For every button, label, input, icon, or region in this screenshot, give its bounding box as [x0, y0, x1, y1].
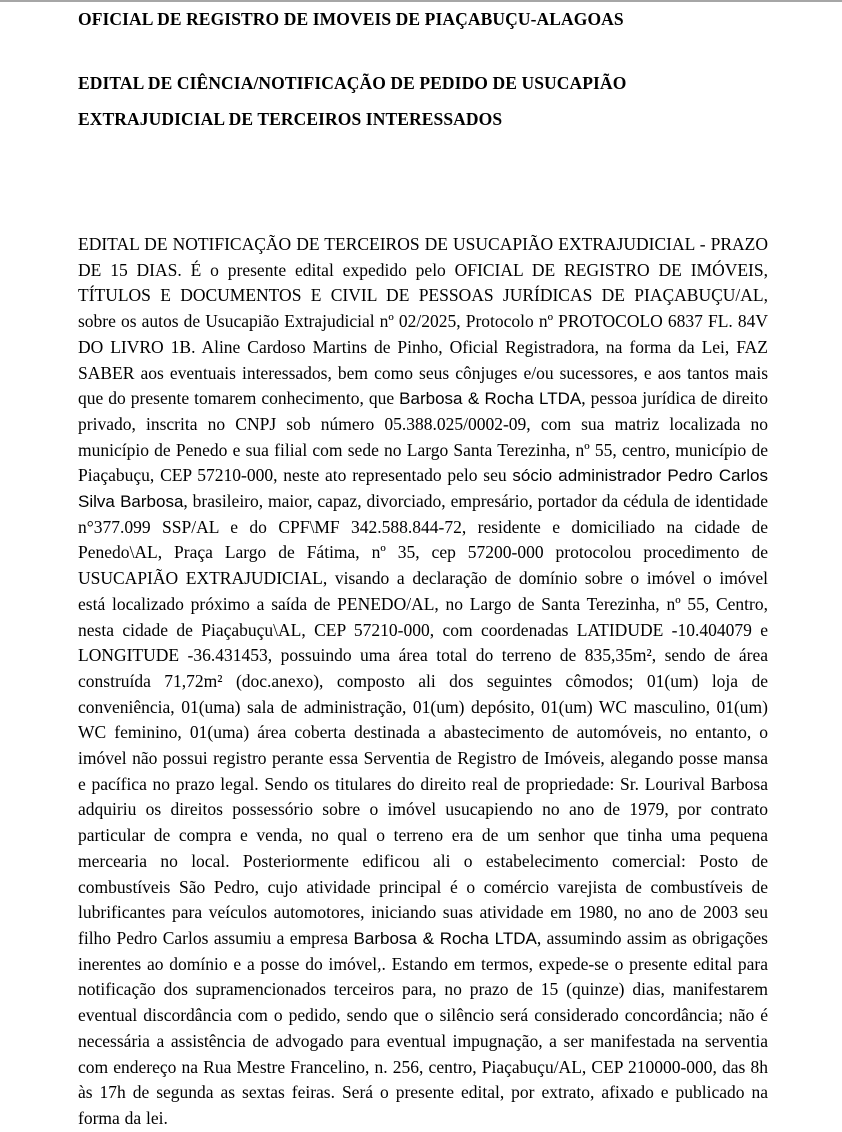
company-name-second: Barbosa & Rocha LTDA: [353, 928, 537, 948]
company-name: Barbosa & Rocha LTDA: [399, 389, 582, 409]
body-segment-intro: EDITAL DE NOTIFICAÇÃO DE TERCEIROS DE USUCAPIÃO EXTRAJUDICIAL - PRAZO DE 15 DIAS. É o presente edital expedido pelo OFICIAL DE REGISTRO DE IMÓVEIS, TÍTULOS E DOCUMENTOS E CIVIL DE PESSOAS JURÍDICAS DE PIAÇABUÇU/AL, sobre os autos de Usucapião Extrajudicial nº 02/2025, Protocolo nº PROTOCOLO 6837 FL. 84V DO LIVRO 1B. Aline Cardoso Martins de Pinho, Oficial Registradora, na forma da Lei, FAZ SABER aos eventuais interessados, bem como seus cônjuges e/ou sucessores, e aos tantos mais que do presente tomarem conhecimento, que: [78, 234, 768, 409]
document-title: OFICIAL DE REGISTRO DE IMOVEIS DE PIAÇABUÇU-ALAGOAS: [78, 9, 624, 29]
body-segment-property-details: , brasileiro, maior, capaz, divorciado, empresário, portador da cédula de identidade n°377.099 SSP/AL e do CPF\MF 342.588.844-72, residente e domiciliado na cidade de Penedo\AL, Praça Largo de Fátima, nº 35, cep 57200-000 protocolou procedimento de USUCAPIÃO EXTRAJUDICIAL, visando a declaração de domínio sobre o imóvel o imóvel está localizado próximo a saída de PENEDO/AL, no Largo de Santa Terezinha, nº 55, Centro, nesta cidade de Piaçabuçu\AL, CEP 57210-000, com coordenadas LATIDUDE -10.404079 e LONGITUDE -36.431453, possuindo uma área total do terreno de 835,35m², sendo de área construída 71,72m² (doc.anexo), composto ali dos seguintes cômodos; 01(um) loja de conveniência, 01(uma) sala de administração, 01(um) depósito, 01(um) WC masculino, 01(um) WC feminino, 01(uma) área coberta destinada a abastecimento de automóveis, no entanto, o imóvel não possui registro perante essa Serventia de Registro de Imóveis, alegando posse mansa e pacífica no prazo legal. Sendo os titulares do direito real de propriedade: Sr. Lourival Barbosa adquiriu os direitos possessório sobre o imóvel usucapiendo no ano de 1979, por contrato particular de compra e venda, no qual o terreno era de um senhor que tinha uma pequena mercearia no local. Posteriormente edificou ali o estabelecimento comercial: Posto de combustíveis São Pedro, cujo atividade principal é o comércio varejista de combustíveis de lubrificantes para veículos automotores, iniciando suas atividade em 1980, no ano de 2003 seu filho Pedro Carlos assumiu a empresa: [78, 491, 768, 948]
body-segment-closing: , assumindo assim as obrigações inerentes ao domínio e a posse do imóvel,. Estando em termos, expede-se o presente edital para notificação dos supramencionados terceiros para, no prazo de 15 (quinze) dias, manifestarem eventual discordância com o pedido, sendo que o silêncio será considerado concordância; não é necessária a assistência de advogado para eventual impugnação, a ser manifestada na serventia com endereço na Rua Mestre Francelino, n. 256, centro, Piaçabuçu/AL, CEP 210000-000, das 8h às 17h de segunda as sextas feiras. Será o presente edital, por extrato, afixado e publicado na forma da lei.: [78, 927, 768, 1128]
representative-name: sócio administrador Pedro Carlos Silva Barbosa: [78, 466, 768, 512]
body-segment-company-details: , pessoa jurídica de direito privado, inscrita no CNPJ sob número 05.388.025/0002-09, com sua matriz localizada no município de Penedo e sua filial com sede no Largo Santa Terezinha, nº 55, centro, município de Piaçabuçu, CEP 57210-000, neste ato representado pelo seu: [78, 388, 768, 486]
document-subtitle: EDITAL DE CIÊNCIA/NOTIFICAÇÃO DE PEDIDO DE USUCAPIÃO EXTRAJUDICIAL DE TERCEIROS INTERESSADOS: [78, 73, 627, 129]
notice-body-paragraph: [78, 232, 768, 1132]
document-content: [78, 9, 768, 1132]
